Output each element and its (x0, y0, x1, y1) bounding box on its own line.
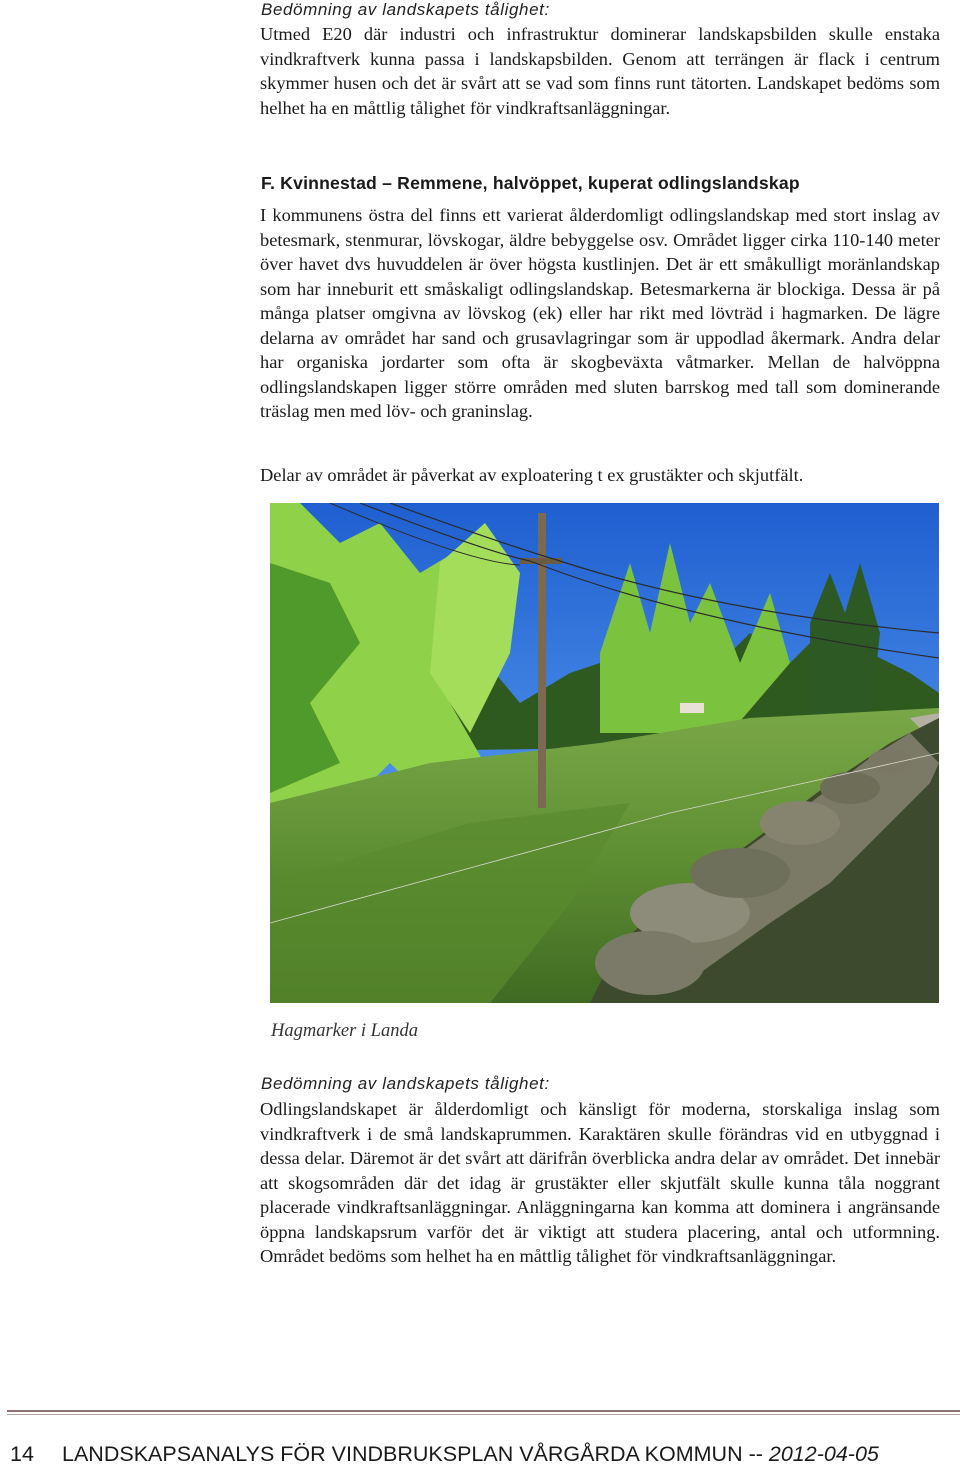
assessment-heading-1: Bedömning av landskapets tålighet: (261, 0, 550, 19)
footer-rule-thin (7, 1414, 960, 1415)
document-date: 2012-04-05 (768, 1442, 879, 1466)
landscape-photo (270, 503, 939, 1003)
section-f-exploitation-note: Delar av området är påverkat av exploatering t ex grustäkter och skjutfält. (260, 465, 804, 485)
photo-caption: Hagmarker i Landa (271, 1021, 418, 1041)
assessment-text-2: Odlingslandskapet är ålderdomligt och känsligt för moderna, storskaliga inslag som vindkraftverk i de små landskaprummen. Karaktären skulle förändras vid en utbyggnad i dessa delar. Däremot är det svårt att därifrån överblicka andra delar av området. Det innebär att skogsområden där det idag är grustäkter eller skjutfält skulle kunna tåla noggrant placerade vindkraftsanläggningar. Anläggningarna kan komma att dominera i angränsande öppna landskapsrum varför det är viktigt att studera placering, antal och utformning. Området bedöms som helhet ha en måttlig tålighet för vindkraftsanläggningar. (260, 1099, 940, 1266)
document-title: LANDSKAPSANALYS FÖR VINDBRUKSPLAN VÅRGÅRDA KOMMUN -- (62, 1442, 769, 1466)
footer-rule (7, 1410, 960, 1412)
section-f-description: I kommunens östra del finns ett varierat ålderdomligt odlingslandskap med stort inslag av betesmark, stenmurar, lövskogar, äldre bebyggelse osv. Området ligger cirka 110-140 meter över havet dvs huvuddelen är över högsta kustlinjen. Det är ett småkulligt moränlandskap som har inneburit ett småskaligt odlingslandskap. Betesmarkerna är blockiga. Dessa är på många platser omgivna av lövskog (ek) eller har rikt med lövträd i hagmarken. De lägre delarna av området har sand och grusavlagringar som är uppodlad åkermark. Andra delar har organiska jordarter som ofta är skogbeväxta våtmarker. Mellan de halvöppna odlingslandskapen ligger större områden med sluten barrskog med tall som dominerande träslag men med löv- och graninslag. (260, 205, 940, 421)
assessment-heading-2: Bedömning av landskapets tålighet: (261, 1074, 550, 1093)
assessment-text-1: Utmed E20 där industri och infrastruktur dominerar landskapsbilden skulle enstaka vindkraftverk kunna passa i landskapsbilden. Genom att terrängen är flack i centrum skymmer husen och det är svårt att se vad som finns runt tätorten. Landskapet bedöms som helhet ha en måttlig tålighet för vindkraftsanläggningar. (260, 24, 940, 118)
page-footer (10, 1442, 960, 1467)
section-f-title: F. Kvinnestad – Remmene, halvöppet, kuperat odlingslandskap (261, 173, 800, 193)
page-number: 14 (10, 1442, 34, 1466)
